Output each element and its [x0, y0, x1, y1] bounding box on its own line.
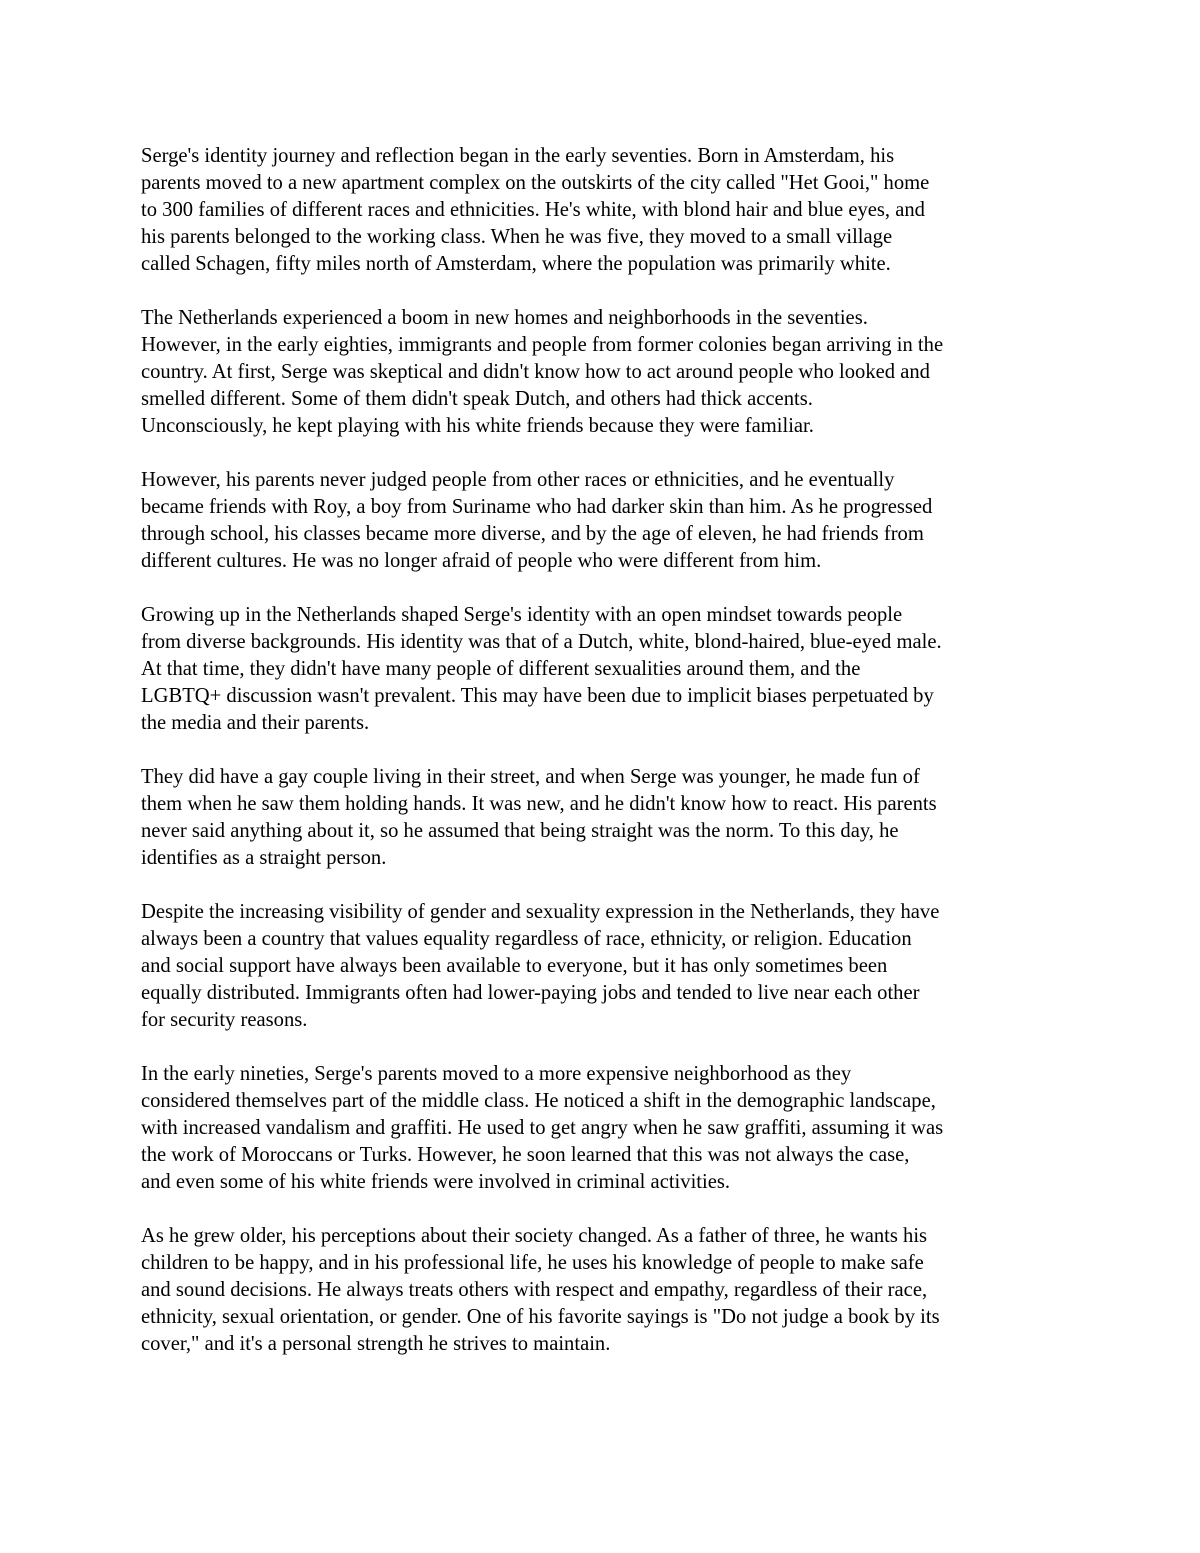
paragraph-line: his parents belonged to the working class. When he was five, they moved to a small village: [141, 226, 893, 248]
paragraph-line: They did have a gay couple living in their street, and when Serge was younger, he made fun of: [141, 766, 920, 788]
paragraph-line: and even some of his white friends were involved in criminal activities.: [141, 1171, 731, 1193]
document-body: [141, 143, 1066, 1385]
paragraph-7: [141, 1061, 1066, 1196]
paragraph-line: always been a country that values equality regardless of race, ethnicity, or religion. Education: [141, 928, 912, 950]
paragraph-line: parents moved to a new apartment complex on the outskirts of the city called "Het Gooi," home: [141, 172, 930, 194]
paragraph-line: with increased vandalism and graffiti. He used to get angry when he saw graffiti, assuming it was: [141, 1117, 944, 1139]
paragraph-line: from diverse backgrounds. His identity was that of a Dutch, white, blond-haired, blue-eyed male.: [141, 631, 942, 653]
paragraph-line: different cultures. He was no longer afraid of people who were different from him.: [141, 550, 822, 572]
paragraph-line: identifies as a straight person.: [141, 847, 387, 869]
paragraph-6: [141, 899, 1066, 1034]
paragraph-line: and sound decisions. He always treats others with respect and empathy, regardless of their race,: [141, 1279, 928, 1301]
paragraph-line: considered themselves part of the middle class. He noticed a shift in the demographic landscape,: [141, 1090, 936, 1112]
paragraph-line: for security reasons.: [141, 1009, 308, 1031]
paragraph-line: to 300 families of different races and ethnicities. He's white, with blond hair and blue eyes, and: [141, 199, 925, 221]
paragraph-4: [141, 602, 1066, 737]
paragraph-line: equally distributed. Immigrants often had lower-paying jobs and tended to live near each other: [141, 982, 920, 1004]
paragraph-line: Growing up in the Netherlands shaped Serge's identity with an open mindset towards people: [141, 604, 903, 626]
paragraph-1: [141, 143, 1066, 278]
paragraph-line: them when he saw them holding hands. It was new, and he didn't know how to react. His parents: [141, 793, 937, 815]
paragraph-line: As he grew older, his perceptions about their society changed. As a father of three, he wants his: [141, 1225, 928, 1247]
paragraph-line: called Schagen, fifty miles north of Amsterdam, where the population was primarily white.: [141, 253, 891, 275]
paragraph-5: [141, 764, 1066, 872]
paragraph-line: the work of Moroccans or Turks. However, he soon learned that this was not always the case,: [141, 1144, 910, 1166]
paragraph-line: cover," and it's a personal strength he strives to maintain.: [141, 1333, 611, 1355]
paragraph-line: and social support have always been available to everyone, but it has only sometimes been: [141, 955, 888, 977]
paragraph-line: smelled different. Some of them didn't speak Dutch, and others had thick accents.: [141, 388, 813, 410]
paragraph-line: through school, his classes became more diverse, and by the age of eleven, he had friends from: [141, 523, 924, 545]
paragraph-line: Despite the increasing visibility of gender and sexuality expression in the Netherlands, they have: [141, 901, 940, 923]
paragraph-line: became friends with Roy, a boy from Suriname who had darker skin than him. As he progressed: [141, 496, 933, 518]
paragraph-line: country. At first, Serge was skeptical and didn't know how to act around people who looked and: [141, 361, 930, 383]
paragraph-line: In the early nineties, Serge's parents moved to a more expensive neighborhood as they: [141, 1063, 852, 1085]
paragraph-line: ethnicity, sexual orientation, or gender. One of his favorite sayings is "Do not judge a book by its: [141, 1306, 940, 1328]
paragraph-line: the media and their parents.: [141, 712, 370, 734]
paragraph-line: Serge's identity journey and reflection began in the early seventies. Born in Amsterdam, his: [141, 145, 895, 167]
paragraph-line: However, his parents never judged people from other races or ethnicities, and he eventually: [141, 469, 895, 491]
paragraph-3: [141, 467, 1066, 575]
paragraph-line: never said anything about it, so he assumed that being straight was the norm. To this day, he: [141, 820, 899, 842]
paragraph-line: LGBTQ+ discussion wasn't prevalent. This may have been due to implicit biases perpetuated by: [141, 685, 934, 707]
paragraph-8: [141, 1223, 1066, 1358]
paragraph-2: [141, 305, 1066, 440]
paragraph-line: The Netherlands experienced a boom in new homes and neighborhoods in the seventies.: [141, 307, 868, 329]
paragraph-line: children to be happy, and in his professional life, he uses his knowledge of people to make safe: [141, 1252, 924, 1274]
paragraph-line: However, in the early eighties, immigrants and people from former colonies began arriving in the: [141, 334, 944, 356]
paragraph-line: Unconsciously, he kept playing with his white friends because they were familiar.: [141, 415, 814, 437]
paragraph-line: At that time, they didn't have many people of different sexualities around them, and the: [141, 658, 861, 680]
